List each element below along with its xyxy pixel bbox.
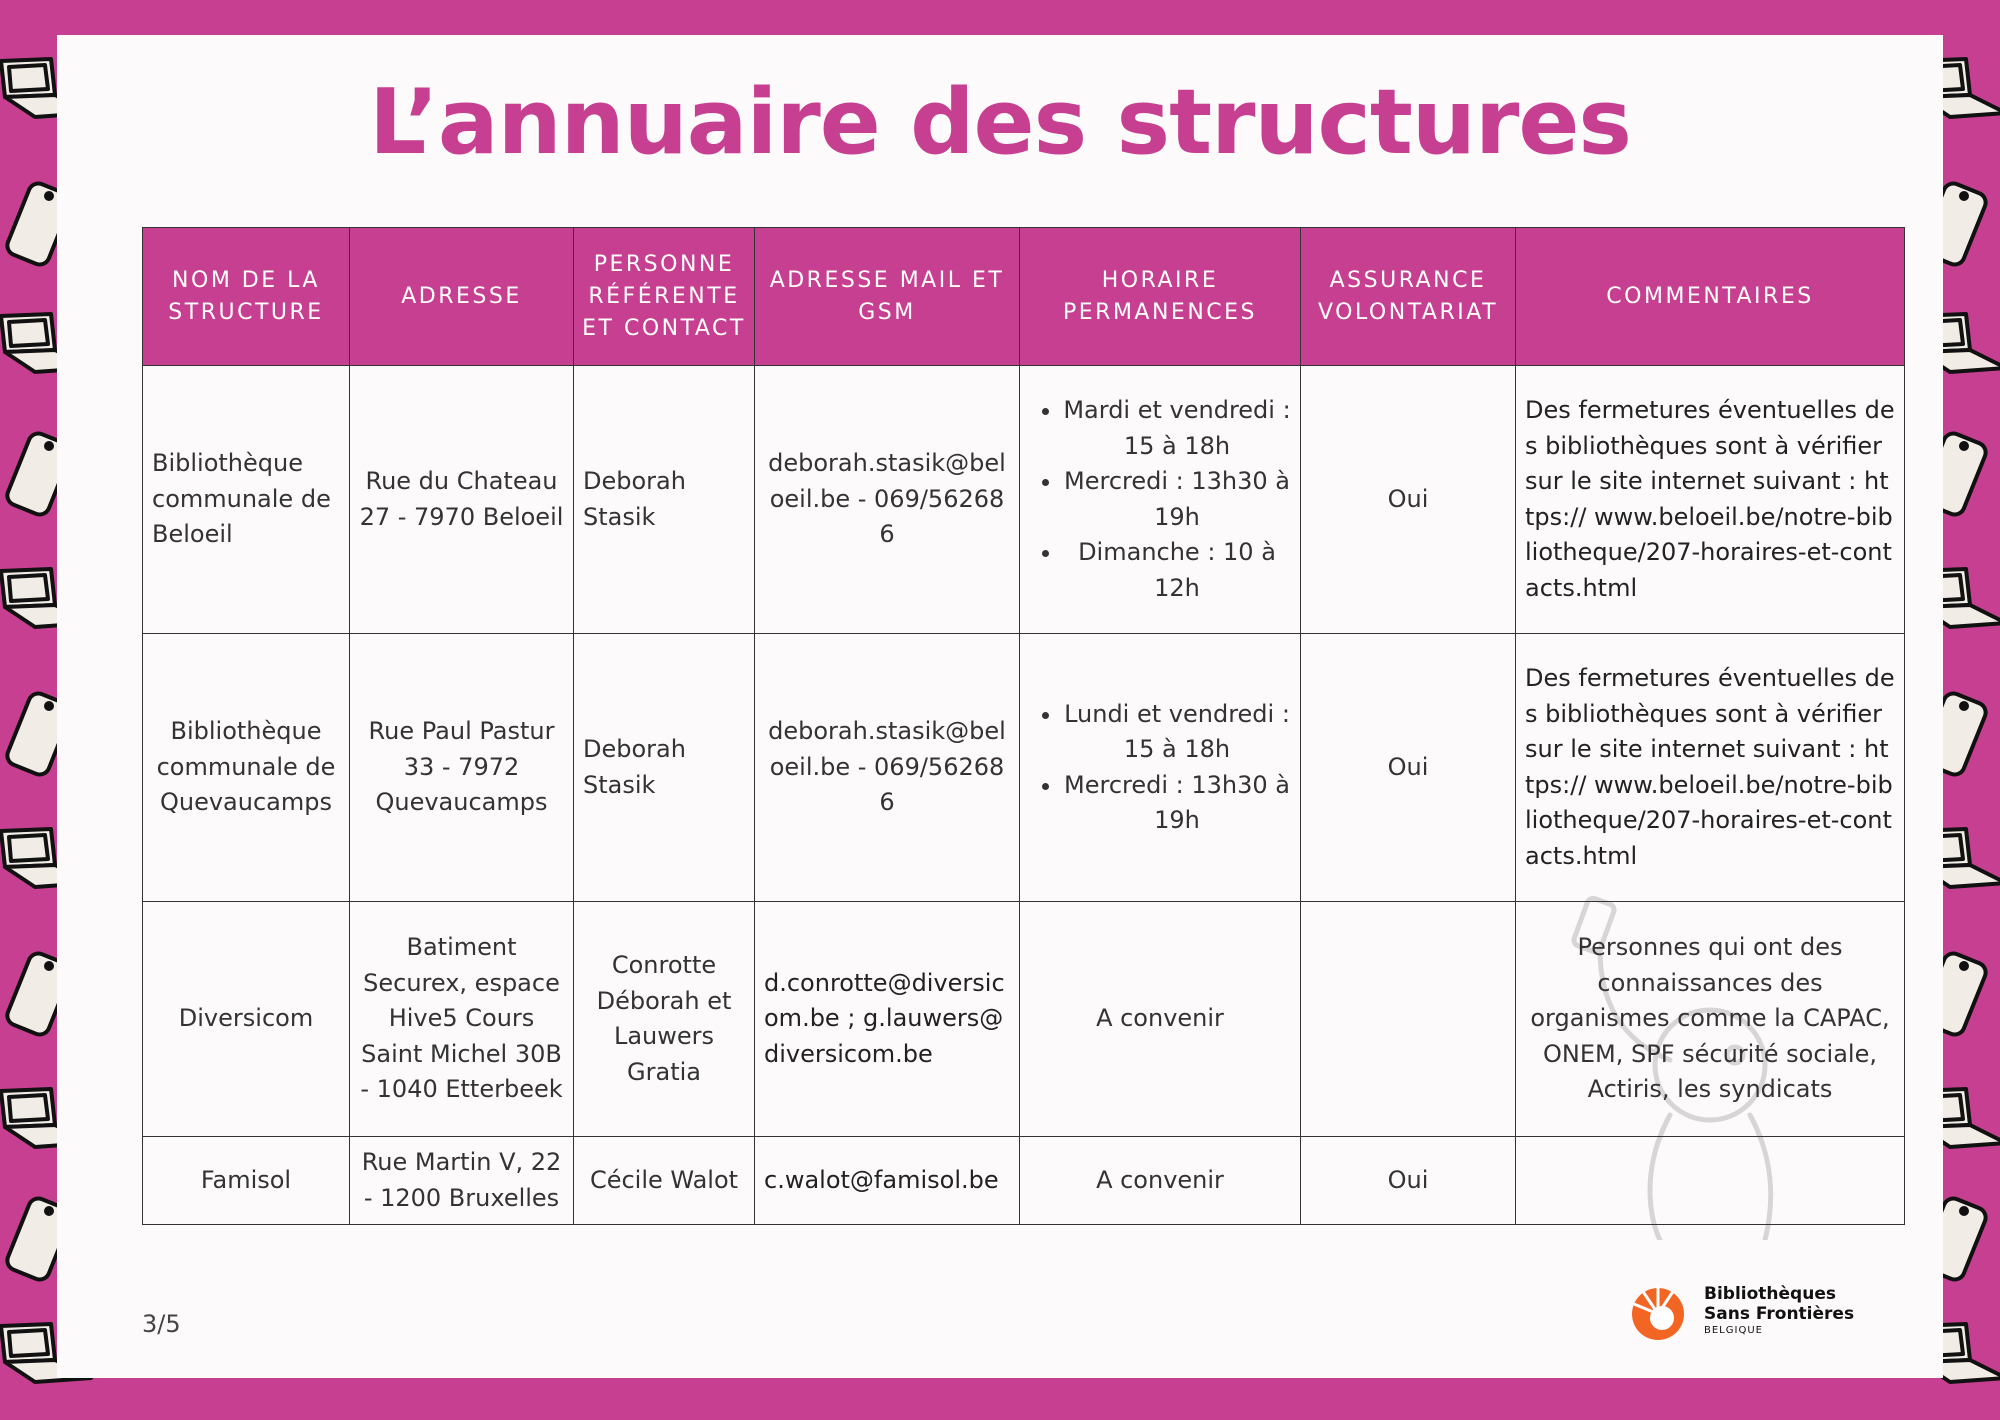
header-name: NOM DE LA STRUCTURE [143,228,350,366]
table-row [143,634,1905,902]
cell-email: deborah.stasik@beloeil.be - 069/562686 [755,366,1020,634]
cell-comments [1516,1137,1905,1225]
cell-name: Bibliothèque communale de Quevaucamps [143,634,350,902]
header-insurance: ASSURANCE VOLONTARIAT [1301,228,1516,366]
directory-table [142,227,1905,1225]
cell-hours: A convenir [1020,902,1301,1137]
table-row [143,366,1905,634]
hours-item: • Mercredi : 13h30 à 19h [1063,464,1291,535]
hours-list [1029,393,1291,606]
hours-item: • Lundi et vendredi : 15 à 18h [1063,697,1291,768]
page-number: 3/5 [142,1310,181,1338]
header-contact: PERSONNE RÉFÉRENTE ET CONTACT [574,228,755,366]
cell-comments: Des fermetures éventuelles des bibliothèques sont à vérifier sur le site internet suivant : https:// www.beloeil.be/notre-bibliotheque/207-horaires-et-contacts.html [1516,366,1905,634]
header-hours: HORAIRE PERMANENCES [1020,228,1301,366]
header-address: ADRESSE [350,228,574,366]
cell-address: Batiment Securex, espace Hive5 Cours Saint Michel 30B - 1040 Etterbeek [350,902,574,1137]
table-row [143,902,1905,1137]
hours-item: • Mardi et vendredi : 15 à 18h [1063,393,1291,464]
cell-contact: Deborah Stasik [574,634,755,902]
cell-insurance: Oui [1301,634,1516,902]
cell-insurance [1301,902,1516,1137]
cell-comments: Des fermetures éventuelles des bibliothèques sont à vérifier sur le site internet suivant : https:// www.beloeil.be/notre-bibliotheque/207-horaires-et-contacts.html [1516,634,1905,902]
page-title: L’annuaire des structures [369,70,1631,175]
cell-email: deborah.stasik@beloeil.be - 069/562686 [755,634,1020,902]
table-header-row [143,228,1905,366]
cell-insurance: Oui [1301,1137,1516,1225]
cell-address: Rue du Chateau 27 - 7970 Beloeil [350,366,574,634]
cell-contact: Cécile Walot [574,1137,755,1225]
logo-sunburst-icon [1628,1282,1688,1342]
cell-name: Diversicom [143,902,350,1137]
cell-contact: Conrotte Déborah et Lauwers Gratia [574,902,755,1137]
cell-email: c.walot@famisol.be [755,1137,1020,1225]
cell-name: Famisol [143,1137,350,1225]
header-comments: COMMENTAIRES [1516,228,1905,366]
cell-contact: Deborah Stasik [574,366,755,634]
hours-item: • Dimanche : 10 à 12h [1063,535,1291,606]
cell-insurance: Oui [1301,366,1516,634]
cell-name: Bibliothèque communale de Beloeil [143,366,350,634]
logo-line-1: Bibliothèques [1704,1284,1836,1304]
cell-email: d.conrotte@diversicom.be ; g.lauwers@diversicom.be [755,902,1020,1137]
table-row [143,1137,1905,1225]
cell-address: Rue Paul Pastur 33 - 7972 Quevaucamps [350,634,574,902]
cell-hours: A convenir [1020,1137,1301,1225]
logo-line-2: Sans Frontières [1704,1304,1855,1324]
cell-hours [1020,634,1301,902]
hours-item: • Mercredi : 13h30 à 19h [1063,768,1291,839]
hours-list [1029,697,1291,839]
cell-hours [1020,366,1301,634]
cell-comments: Personnes qui ont des connaissances des organismes comme la CAPAC, ONEM, SPF sécurité sociale, Actiris, les syndicats [1516,902,1905,1137]
header-email: ADRESSE MAIL ET GSM [755,228,1020,366]
cell-address: Rue Martin V, 22 - 1200 Bruxelles [350,1137,574,1225]
logo-line-3: BELGIQUE [1704,1325,1763,1336]
bsf-logo [1628,1280,1888,1348]
